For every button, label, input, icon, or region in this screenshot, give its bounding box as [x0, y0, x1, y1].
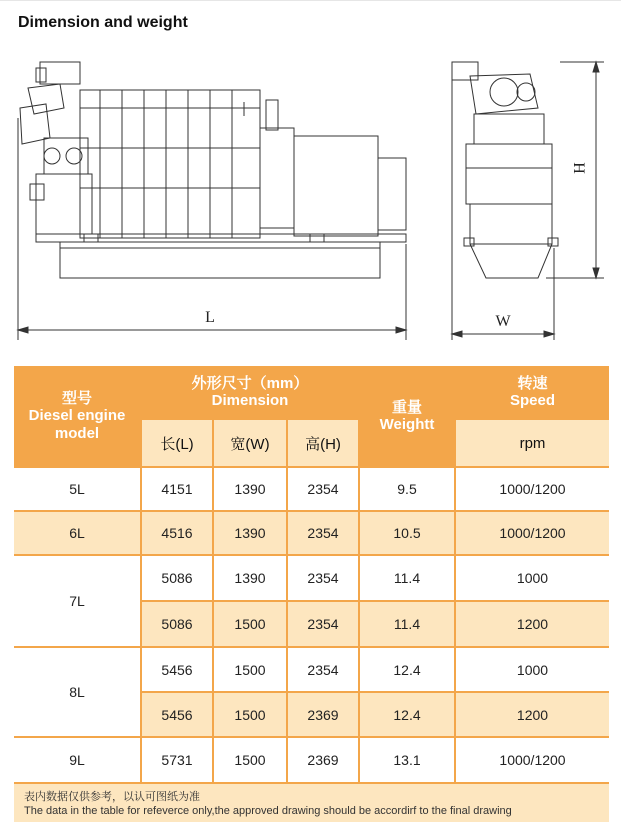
speed-cell: 1000/1200	[456, 738, 609, 782]
model-cell: 5L	[14, 468, 140, 510]
width-label: W	[495, 313, 511, 330]
width-cell: 1390	[214, 468, 286, 510]
length-column-header: 长(L)	[142, 420, 212, 466]
side-view	[18, 62, 406, 340]
table-footnote	[14, 784, 609, 822]
height-cell: 2354	[288, 512, 358, 554]
length-cell: 5456	[142, 693, 212, 736]
length-cell: 5731	[142, 738, 212, 782]
height-cell: 2354	[288, 648, 358, 691]
height-label: H	[570, 162, 587, 174]
width-cell: 1390	[214, 512, 286, 554]
speed-cell: 1000	[456, 648, 609, 691]
length-cell: 5086	[142, 602, 212, 646]
weight-cell: 11.4	[360, 602, 454, 646]
speed-cell: 1000/1200	[456, 468, 609, 510]
dimension-header: 外形尺寸（mm） Dimension	[191, 374, 309, 409]
height-cell: 2354	[288, 556, 358, 600]
length-cell: 4151	[142, 468, 212, 510]
width-cell: 1500	[214, 738, 286, 782]
spec-table	[14, 366, 609, 822]
end-view	[452, 62, 604, 340]
model-header: 型号 Diesel engine model	[28, 390, 126, 442]
engine-drawing	[0, 48, 621, 348]
width-cell: 1500	[214, 693, 286, 736]
height-cell: 2354	[288, 468, 358, 510]
length-cell: 5456	[142, 648, 212, 691]
speed-cell: 1200	[456, 602, 609, 646]
weight-cell: 12.4	[360, 648, 454, 691]
footnote-en: The data in the table for refeverce only,the approved drawing should be accordirf to the final drawing	[24, 805, 512, 817]
footnote-cn: 表内数据仅供参考，以认可图纸为准	[24, 791, 200, 803]
weight-cell: 12.4	[360, 693, 454, 736]
weight-cell: 10.5	[360, 512, 454, 554]
speed-cell: 1200	[456, 693, 609, 736]
height-cell: 2369	[288, 693, 358, 736]
speed-header: 转速 Speed	[509, 374, 555, 409]
top-divider	[0, 0, 621, 1]
width-cell: 1500	[214, 648, 286, 691]
weight-cell: 11.4	[360, 556, 454, 600]
weight-cell: 9.5	[360, 468, 454, 510]
model-cell: 7L	[14, 556, 140, 646]
weight-cell: 13.1	[360, 738, 454, 782]
model-cell: 8L	[14, 648, 140, 736]
length-cell: 5086	[142, 556, 212, 600]
width-cell: 1390	[214, 556, 286, 600]
weight-header: 重量 Weightt	[379, 398, 435, 433]
speed-cell: 1000	[456, 556, 609, 600]
height-cell: 2354	[288, 602, 358, 646]
length-label: L	[205, 309, 215, 326]
speed-cell: 1000/1200	[456, 512, 609, 554]
height-cell: 2369	[288, 738, 358, 782]
section-heading: Dimension and weight	[18, 14, 188, 31]
model-cell: 6L	[14, 512, 140, 554]
width-column-header: 宽(W)	[214, 420, 286, 466]
height-column-header: 高(H)	[288, 420, 358, 466]
speed-unit-header: rpm	[456, 420, 609, 466]
model-cell: 9L	[14, 738, 140, 782]
length-cell: 4516	[142, 512, 212, 554]
width-cell: 1500	[214, 602, 286, 646]
